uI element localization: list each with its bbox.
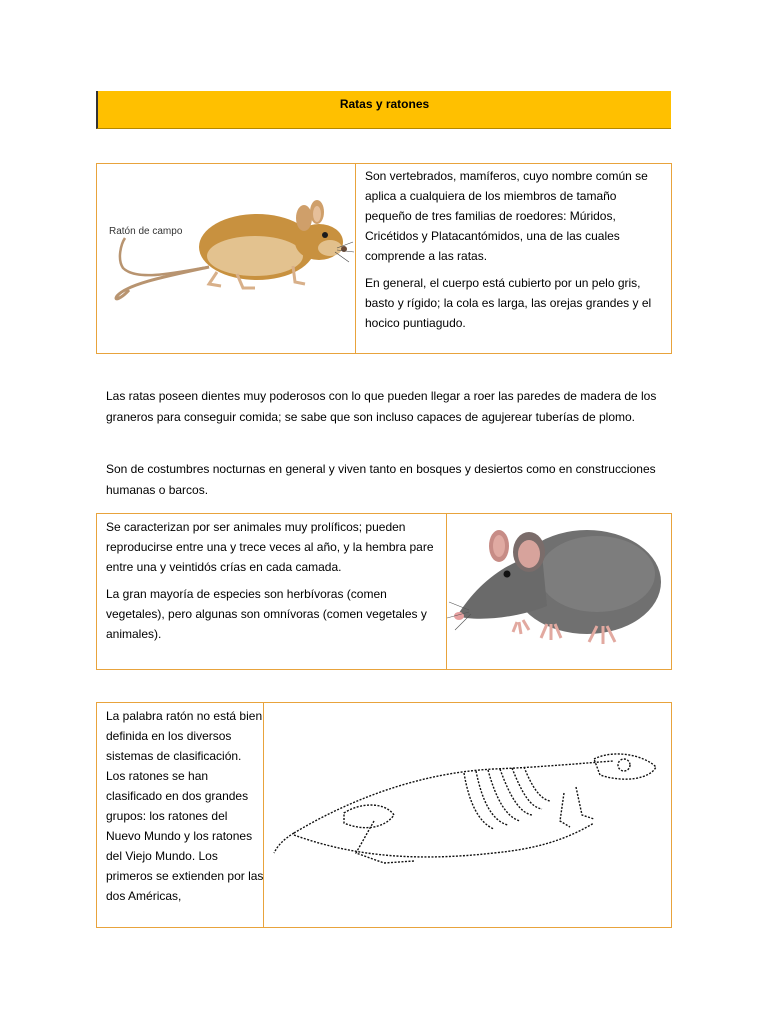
- teeth-paragraph: Las ratas poseen dientes muy poderosos con lo que pueden llegar a roer las paredes de madera de los graneros para conseguir comida; se sabe que son incluso capaces de agujerear tuberías de plomo.: [106, 389, 657, 424]
- classification-text-cell: [106, 703, 264, 927]
- habits-paragraph: Son de costumbres nocturnas en general y viven tanto en bosques y desiertos como en construcciones humanas o barcos.: [106, 462, 656, 497]
- intro-paragraph-1: Son vertebrados, mamíferos, cuyo nombre común se aplica a cualquiera de los miembros de tamaño pequeño de tres familias de roedores: Múridos, Cricétidos y Platacantómidos, una de las cuales comprende a las ratas.: [365, 169, 648, 263]
- field-mouse-image-cell: [97, 164, 355, 353]
- field-mouse-illustration: [97, 164, 355, 353]
- reproduction-text-cell: [106, 514, 441, 669]
- diet-paragraph: La gran mayoría de especies son herbívoras (comen vegetales), pero algunas son omnívoras (comen vegetales y animales).: [106, 587, 427, 641]
- reproduction-paragraph-1: Se caracterizan por ser animales muy prolíficos; pueden reproducirse entre una y trece veces al año, y la hembra pare entre una y veintidós crías en cada camada.: [106, 520, 434, 574]
- reproduction-box: [96, 513, 672, 670]
- classification-box: [96, 702, 672, 928]
- skeleton-image-cell: [264, 703, 671, 927]
- field-mouse-caption: Ratón de campo: [109, 226, 183, 237]
- page-title: Ratas y ratones: [339, 97, 430, 111]
- rat-skeleton-illustration: [264, 703, 671, 927]
- intro-box: [96, 163, 672, 354]
- gray-rat-image-cell: [447, 514, 671, 669]
- intro-text-cell: [365, 164, 665, 353]
- classification-paragraph: La palabra ratón no está bien definida en los diversos sistemas de clasificación. Los ratones se han clasificado en dos grandes grupos: los ratones del Nuevo Mundo y los ratones del Viejo Mundo. Los primeros se extienden por las dos Américas,: [106, 709, 264, 903]
- intro-paragraph-2: En general, el cuerpo está cubierto por un pelo gris, basto y rígido; la cola es larga, las orejas grandes y el hocico puntiagudo.: [365, 276, 652, 330]
- gray-rat-illustration: [447, 514, 671, 669]
- title-banner: [96, 91, 671, 129]
- intro-box-divider: [355, 164, 356, 353]
